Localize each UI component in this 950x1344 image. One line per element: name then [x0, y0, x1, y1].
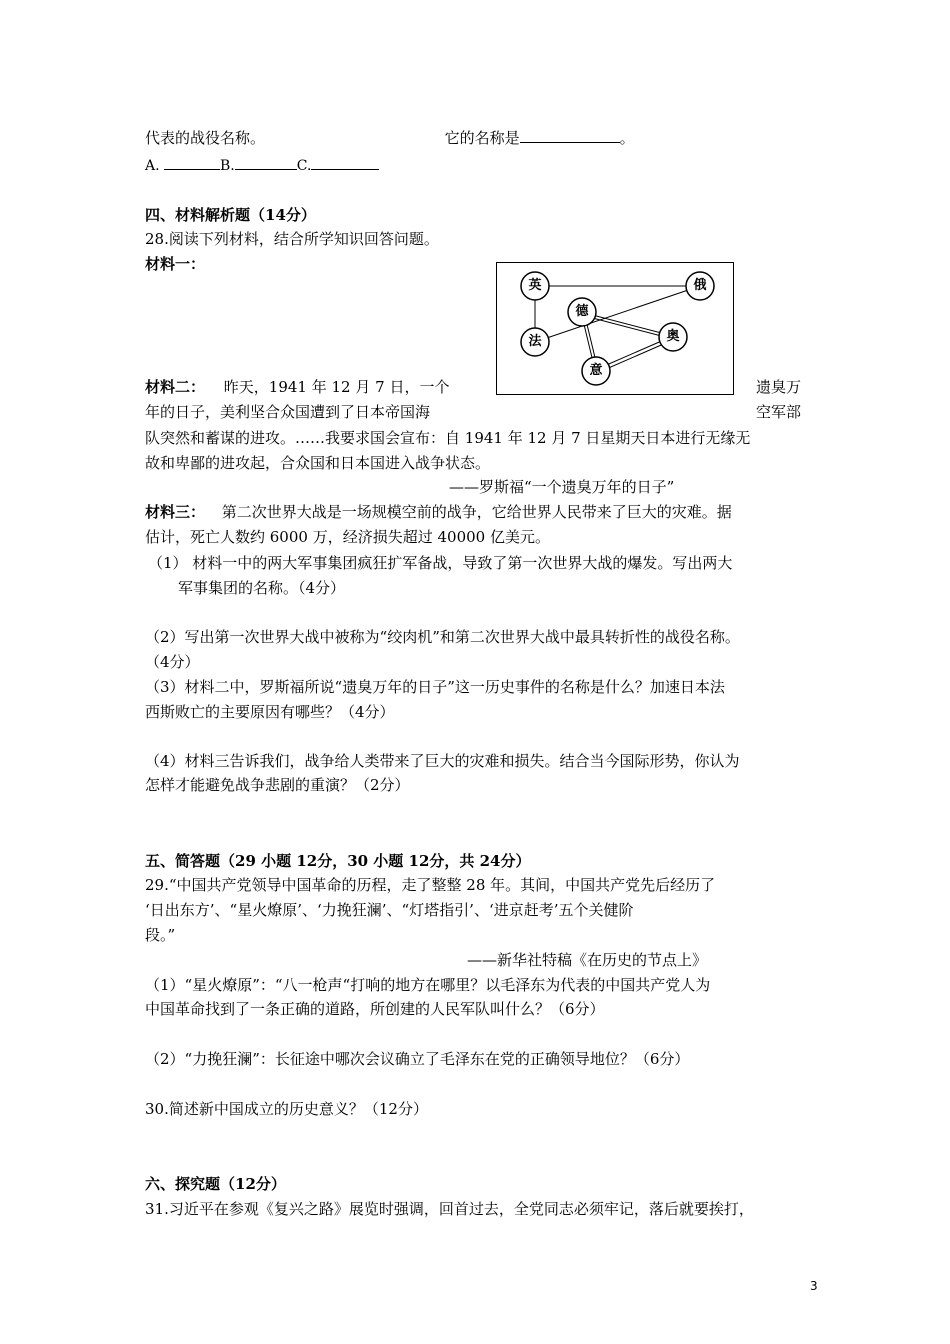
line-battle-name	[145, 128, 635, 148]
subquestion-3-line-2: 西斯败亡的主要原因有哪些？（4分）	[145, 703, 395, 721]
answer-blank-b	[235, 155, 297, 170]
material-2-label: 材料二：	[145, 378, 206, 396]
text: 昨天，1941 年 12 月 7 日，一个	[223, 378, 450, 396]
text: 它的名称是	[444, 129, 520, 147]
section-6-heading: 六、探究题（12分）	[145, 1175, 286, 1193]
material-2-line-4: 故和卑鄙的进攻起，合众国和日本国进入战争状态。	[145, 454, 491, 472]
node-germany: 德	[575, 304, 589, 319]
question-29-sub-1-line-2: 中国革命找到了一条正确的道路，所创建的人民军队叫什么？（6分）	[145, 1000, 605, 1018]
subquestion-3-line-1: （3）材料二中，罗斯福所说“遗臭万年的日子”这一历史事件的名称是什么？加速日本法	[145, 678, 725, 696]
subquestion-2-line-2: （4分）	[145, 653, 200, 671]
material-3-line-1	[145, 502, 732, 522]
text: 。	[619, 129, 635, 147]
line-abc-blanks	[145, 155, 379, 176]
option-a-label: A.	[145, 158, 160, 174]
option-b-label: B.	[220, 158, 235, 174]
subquestion-2-line-1: （2）写出第一次世界大战中被称为“绞肉机”和第二次世界大战中最具转折性的战役名称。	[145, 628, 740, 646]
question-29-sub-2: （2）“力挽狂澜”：长征途中哪次会议确立了毛泽东在党的正确领导地位？（6分）	[145, 1050, 690, 1068]
option-c-label: C.	[296, 158, 312, 174]
node-russia: 俄	[693, 278, 707, 293]
material-1-label: 材料一：	[145, 255, 206, 273]
material-2-line-2-end: 空军部	[756, 403, 802, 421]
question-30: 30.简述新中国成立的历史意义？（12分）	[145, 1100, 428, 1118]
question-29-source: ——新华社特稿《在历史的节点上》	[467, 951, 708, 969]
material-2-line-3: 队突然和蓄谋的进攻。……我要求国会宣布：自 1941 年 12 月 7 日星期天日本进行无缘无	[145, 429, 751, 447]
material-3-line-2: 估计，死亡人数约 6000 万，经济损失超过 40000 亿美元。	[145, 528, 550, 546]
subquestion-4-line-1: （4）材料三告诉我们，战争给人类带来了巨大的灾难和损失。结合当今国际形势，你认为	[145, 752, 740, 770]
text: 第二次世界大战是一场规模空前的战争，它给世界人民带来了巨大的灾难。据	[221, 503, 732, 521]
question-28: 28.阅读下列材料，结合所学知识回答问题。	[145, 230, 439, 248]
question-31: 31.习近平在参观《复兴之路》展览时强调，回首过去，全党同志必须牢记，落后就要挨打，	[145, 1200, 754, 1218]
answer-blank-a	[164, 155, 220, 170]
subquestion-1-line-2: 军事集团的名称。（4分）	[178, 579, 346, 597]
material-2-line-2: 年的日子，美利坚合众国遭到了日本帝国海	[145, 403, 431, 421]
node-austria: 奥	[666, 329, 680, 344]
alliance-diagram	[496, 262, 734, 395]
question-29-sub-1-line-1: （1）“星火燎原”：“八一枪声“打响的地方在哪里？以毛泽东为代表的中国共产党人为	[145, 976, 711, 994]
material-3-label: 材料三：	[145, 503, 206, 521]
question-29-line-3: 段。”	[145, 926, 176, 944]
subquestion-4-line-2: 怎样才能避免战争悲剧的重演？（2分）	[145, 776, 410, 794]
node-france: 法	[528, 334, 542, 349]
section-4-heading: 四、材料解析题（14分）	[145, 206, 316, 224]
question-29-line-1: 29.“中国共产党领导中国革命的历程，走了整整 28 年。其间，中国共产党先后经历了	[145, 876, 716, 894]
material-2-line-1-end: 遗臭万	[756, 378, 802, 396]
subquestion-1-line-1: （1） 材料一中的两大军事集团疯狂扩军备战，导致了第一次世界大战的爆发。写出两大	[148, 554, 733, 572]
material-2-line-1	[145, 377, 449, 397]
node-italy: 意	[589, 363, 603, 378]
material-2-source: ——罗斯福“一个遗臭万年的日子”	[449, 478, 675, 496]
node-britain: 英	[528, 278, 542, 293]
text: 代表的战役名称。	[145, 129, 266, 147]
answer-blank	[520, 128, 620, 143]
answer-blank-c	[311, 155, 379, 170]
question-29-line-2: ‘日出东方’、“星火燎原’、‘力挽狂澜’、“灯塔指引’、‘进京赶考’五个关健阶	[145, 901, 634, 919]
page-number: 3	[810, 1279, 818, 1293]
section-5-heading: 五、简答题（29 小题 12分，30 小题 12分，共 24分）	[145, 852, 531, 870]
